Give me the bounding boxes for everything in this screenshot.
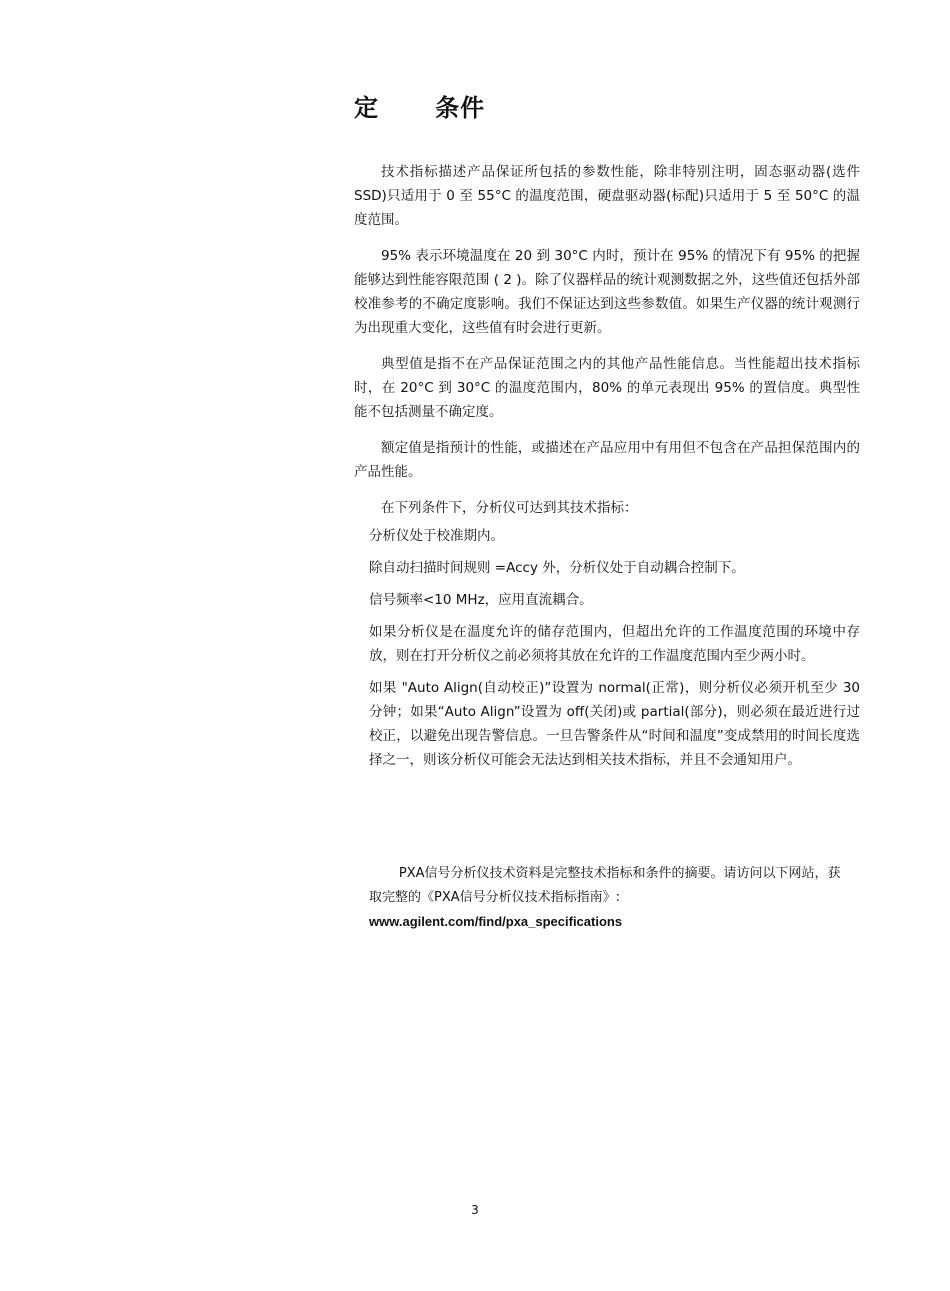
list-item: 如果 "Auto Align(自动校正)”设置为 normal(正常)，则分析仪必须开机至少 30 分钟；如果“Auto Align”设置为 off(关闭)或 partial(部分)，则必须在最近进行过校正，以避免出现告警信息。一旦告警条件从“时间和温度”变成禁用的时间长度选择之一，则该分析仪可能会无法达到相关技术指标，并且不会通知用户。 <box>369 680 860 768</box>
paragraph-conditions-intro: 在下列条件下，分析仪可达到其技术指标： <box>381 500 638 516</box>
paragraph-typical-values: 典型值是指不在产品保证范围之内的其他产品性能信息。当性能超出技术指标时，在 20°C 到 30°C 的温度范围内，80% 的单元表现出 95% 的置信度。典型性能不包括测量不确定度。 <box>354 356 860 420</box>
note-text: PXA信号分析仪技术资料是完整技术指标和条件的摘要。请访问以下网站，获取完整的《PXA信号分析仪技术指标指南》: <box>369 866 841 905</box>
paragraph-specifications: 技术指标描述产品保证所包括的参数性能，除非特别注明，固态驱动器(选件 SSD)只适用于 0 至 55°C 的温度范围，硬盘驱动器(标配)只适用于 5 至 50°C 的温度范围。 <box>354 164 860 228</box>
document-body <box>354 160 860 780</box>
list-item: 信号频率<10 MHz，应用直流耦合。 <box>369 592 593 608</box>
list-item: 除自动扫描时间规则 =Accy 外，分析仪处于自动耦合控制下。 <box>369 560 745 576</box>
list-item: 分析仪处于校准期内。 <box>369 528 504 544</box>
paragraph-95-percent: 95% 表示环境温度在 20 到 30°C 内时，预计在 95% 的情况下有 95% 的把握能够达到性能容限范围 ( 2 )。除了仪器样品的统计观测数据之外，这些值还包括外部校准参考的不确定度影响。我们不保证达到这些参数值。如果生产仪器的统计观测行为出现重大变化，这些值有时会进行更新。 <box>354 248 860 336</box>
page-number: 3 <box>471 1203 479 1217</box>
specifications-url-link[interactable]: www.agilent.com/find/pxa_specifications <box>369 914 623 929</box>
page-title: 定 条件 <box>354 94 486 122</box>
conditions-list <box>354 524 860 772</box>
note-paragraph <box>369 862 849 935</box>
specifications-note <box>369 862 849 935</box>
paragraph-nominal-values: 额定值是指预计的性能，或描述在产品应用中有用但不包含在产品担保范围内的产品性能。 <box>354 440 860 480</box>
list-item: 如果分析仪是在温度允许的储存范围内，但超出允许的工作温度范围的环境中存放，则在打开分析仪之前必须将其放在允许的工作温度范围内至少两小时。 <box>369 624 860 664</box>
